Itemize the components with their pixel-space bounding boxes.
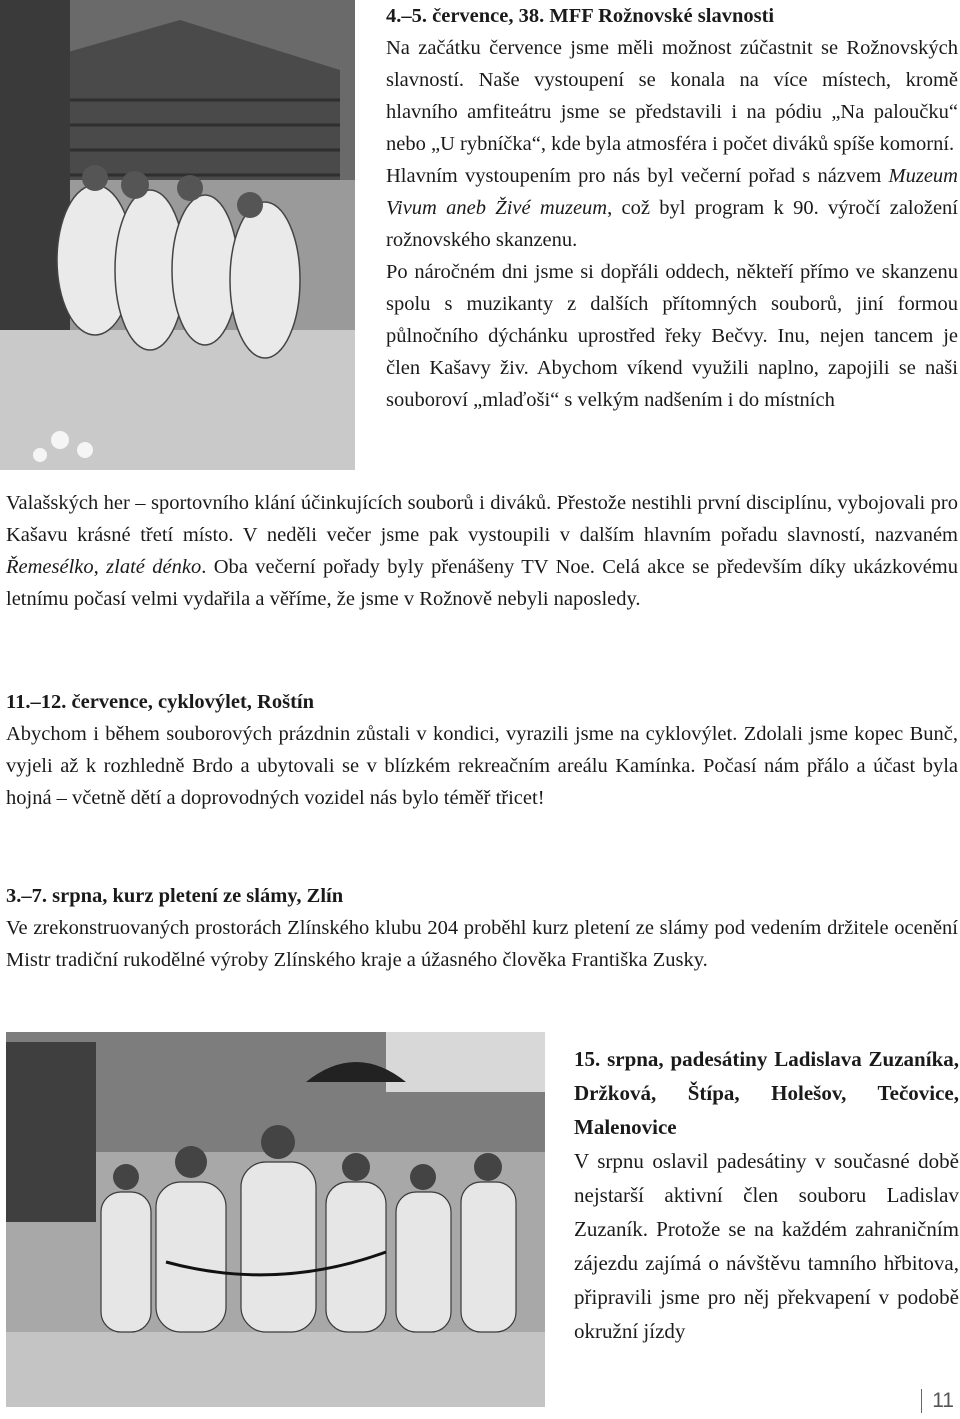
text-run: Hlavním vystoupením pro nás byl večerní pořad s názvem bbox=[386, 165, 889, 187]
section-heading: 3.–7. srpna, kurz pletení ze slámy, Zlín bbox=[6, 885, 344, 907]
section-kurz-slama bbox=[6, 880, 958, 976]
text-run: . Oba večerní pořady byly přenášeny TV Noe. Celá akce se především díky ukázkovému letnímu počasí velmi vydařila a věříme, že jsme v Rožnově nebyli naposledy. bbox=[6, 556, 958, 610]
paragraph: Na začátku července jsme měli možnost zúčastnit se Rožnovských slavností. Naše vystoupení se konala na více místech, kromě hlavního amfiteátru jsme se představili i na pódiu „Na paloučku“ nebo „U rybníčka“, kde byla atmosféra i počet diváků spíše komorní. bbox=[386, 37, 958, 155]
section-roznov-continued bbox=[6, 487, 958, 615]
program-title: Muzeum Vivum aneb Živé muzeum bbox=[386, 165, 958, 219]
program-title: Řemesélko, zlaté dénko bbox=[6, 556, 202, 578]
section-heading: 11.–12. července, cyklovýlet, Roštín bbox=[6, 691, 315, 713]
paragraph: V srpnu oslavil padesátiny v současné době nejstarší aktivní člen souboru Ladislav Zuzaník. Protože se na každém zahraničním zájezdu zajímá o návštěvu tamního hřbitova, připravili jsme pro něj překvapení v podobě okružní jízdy bbox=[574, 1149, 959, 1343]
text-run: Valašských her – sportovního klání účinkujících souborů i diváků. Přestože nestihli první disciplínu, vybojovali pro Kašavu krásné třetí místo. V neděli večer jsme pak vystoupili v dalším hlavním pořadu slavností, nazvaném bbox=[6, 492, 958, 546]
paragraph: Po náročném dni jsme si dopřáli oddech, někteří přímo ve skanzenu spolu s muzikanty z dalších přítomných souborů, jiní formou půlnočního dýchánku uprostřed řeky Bečvy. Inu, nejen tancem je člen Kašavy živ. Abychom víkend využili naplno, zapojili se naši souboroví „mlaďoši“ s velkým nadšením i do místních bbox=[386, 261, 958, 411]
paragraph bbox=[386, 160, 958, 256]
paragraph: Ve zrekonstruovaných prostorách Zlínského klubu 204 proběhl kurz pletení ze slámy pod vedením držitele ocenění Mistr tradiční rukodělné výroby Zlínského kraje a úžasného člověka Františka Zusky. bbox=[6, 917, 958, 971]
section-heading: 4.–5. července, 38. MFF Rožnovské slavnosti bbox=[386, 5, 775, 27]
section-padesatiny bbox=[574, 1042, 959, 1348]
section-roznov-top bbox=[386, 0, 958, 416]
paragraph: Abychom i během souborových prázdnin zůstali v kondici, vyrazili jsme na cyklovýlet. Zdolali jsme kopec Bunč, vyjeli až k rozhledně Brdo a ubytovali se v blízkém rekreačním areálu Kamínka. Počasí nám přálo a účast byla hojná – včetně dětí a doprovodných vozidel nás bylo téměř třicet! bbox=[6, 723, 958, 809]
section-heading: 15. srpna, padesátiny Ladislava Zuzaníka, Držková, Štípa, Holešov, Tečovice, Malenovice bbox=[574, 1047, 959, 1139]
group-celebration-photo bbox=[6, 1032, 545, 1407]
page-number: 11 bbox=[921, 1389, 954, 1413]
folk-dance-photo bbox=[0, 0, 355, 470]
text-run: , což byl program k 90. výročí založení rožnovského skanzenu. bbox=[386, 197, 959, 251]
section-cyklovylet bbox=[6, 686, 958, 814]
